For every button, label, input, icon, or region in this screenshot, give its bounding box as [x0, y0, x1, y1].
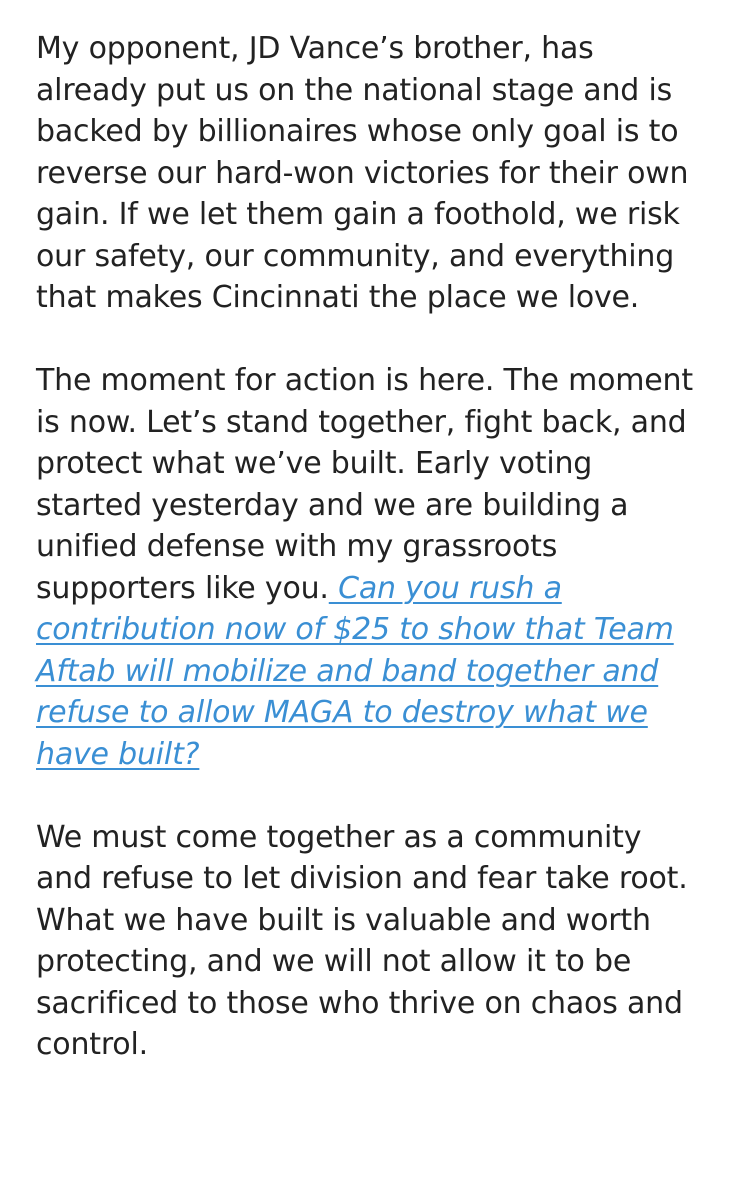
email-body — [36, 28, 706, 1066]
paragraph-call-to-action-text: The moment for action is here. The moment is now. Let’s stand together, fight back, and protect what we’ve built. Early voting started yesterday and we are building a unified defense with my grassroots supporters like you. — [36, 363, 693, 606]
paragraph-call-to-action — [36, 360, 706, 775]
donate-link[interactable]: Can you rush a contribution now of $25 to show that Team Aftab will mobilize and band together and refuse to allow MAGA to destroy what we have built? — [36, 570, 674, 772]
paragraph-community: We must come together as a community and refuse to let division and fear take root. What we have built is valuable and worth protecting, and we will not allow it to be sacrificed to those who thrive on chaos and control. — [36, 819, 688, 1062]
paragraph-opponent: My opponent, JD Vance’s brother, has already put us on the national stage and is backed by billionaires whose only goal is to reverse our hard-won victories for their own gain. If we let them gain a foothold, we risk our safety, our community, and everything that makes Cincinnati the place we love. — [36, 31, 689, 315]
